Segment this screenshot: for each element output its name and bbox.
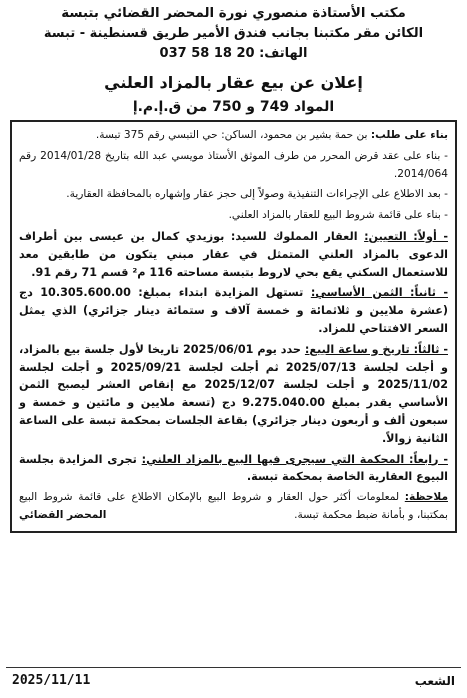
announcement-body <box>10 120 457 533</box>
base-price-text: تستهل المزايدة ابتداء بمبلغ: 10.305.600.00 دج (عشرة ملايين و ثلاثمائة و خمسة آلاف و ستمائة دينار جزائري) الذي يمثل السعر الافتتاحي للمزاد. <box>19 286 448 335</box>
conditions-paragraph: - بناء على قائمة شروط البيع للعقار بالمزاد العلني. <box>228 209 448 222</box>
base-price-label: - ثانياً: الثمن الأساسي: <box>310 286 448 300</box>
office-header <box>10 4 457 64</box>
announcement-title: إعلان عن بيع عقار بالمزاد العلني <box>104 73 363 92</box>
designation-text: العقار المملوك للسيد: بوزيدي كمال بن عيسى بين أطراف الدعوى بالمزاد العلني المتمثل في عقار مبني يتكون من طابقين معد للاستعمال السكني يقع بحي لاروط بتبسة مساحته 116 م² قسم 71 رقم 91. <box>19 229 448 279</box>
court-text: تجرى المزايدة بجلسة البيوع العقارية الخاصة بمحكمة تبسة. <box>19 452 448 484</box>
designation-paragraph <box>19 228 448 281</box>
request-paragraph <box>19 127 448 145</box>
procedure-paragraph: - بعد الاطلاع على الإجراءات التنفيذية وصولاً إلى حجز عقار وإشهاره بالمحافظة العقارية. <box>66 188 448 201</box>
publication-name: الشعب <box>414 673 455 688</box>
office-phone: الهاتف: 20 18 58 037 <box>159 46 308 61</box>
office-name: مكتب الأستاذة منصوري نورة المحضر القضائي بتبسة <box>61 6 406 21</box>
footer-divider <box>6 667 461 668</box>
request-text: بن حمة بشير بن محمود، الساكن: حي التبسي رقم 375 تبسة. <box>95 129 368 141</box>
note-paragraph <box>19 489 448 525</box>
sale-date-label: - ثالثاً: تاريخ و ساعة البيع: <box>304 342 448 356</box>
publication-date: 2025/11/11 <box>12 673 91 688</box>
base-price-paragraph <box>19 284 448 337</box>
court-paragraph <box>19 451 448 487</box>
designation-label: - أولاً: التعيين: <box>364 229 448 243</box>
note-label: ملاحظة: <box>404 491 448 504</box>
sale-date-text: حدد يوم 2025/06/01 تاريخا لأول جلسة بيع بالمزاد، و أجلت لجلسة 2025/07/13 ثم أجلت لجلسة 2025/09/21 و أجلت لجلسة 2025/11/02 و أجلت لجلسة 2025/12/07 مع إنقاص العشر ليصبح الثمن الأساسي يقدر بمبلغ 9.275.040.00 دج (تسعة ملايين و مائتين و خمسة و سبعون ألف و أربعون دينار جزائري) بقاعة الجلسات بمحكمة تبسة على الساعة الثانية زوالاً. <box>19 342 449 445</box>
court-label: - رابعاً: المحكمة التي سيجرى فيها البيع بالمزاد العلني: <box>141 452 448 466</box>
loan-paragraph: - بناء على عقد قرض المحرر من طرف الموثق الأستاذ مويسي عبد الله بتاريخ 2014/01/28 رقم 2014/064. <box>19 149 448 180</box>
note-text: لمعلومات أكثر حول العقار و شروط البيع بالإمكان الاطلاع على قائمة شروط البيع بمكتبنا، و بأمانة ضبط محكمة تبسة. <box>19 491 448 521</box>
publication-footer <box>12 673 455 688</box>
signature: المحضر القضائي <box>19 508 107 521</box>
legal-articles: المواد 749 و 750 من ق.إ.م.إ <box>132 99 335 115</box>
request-label: بناء على طلب: <box>370 129 448 141</box>
sale-date-paragraph <box>19 341 448 448</box>
office-address: الكائن مقر مكتبنا بجانب فندق الأمير طريق قسنطينة - تبسة <box>43 26 424 41</box>
